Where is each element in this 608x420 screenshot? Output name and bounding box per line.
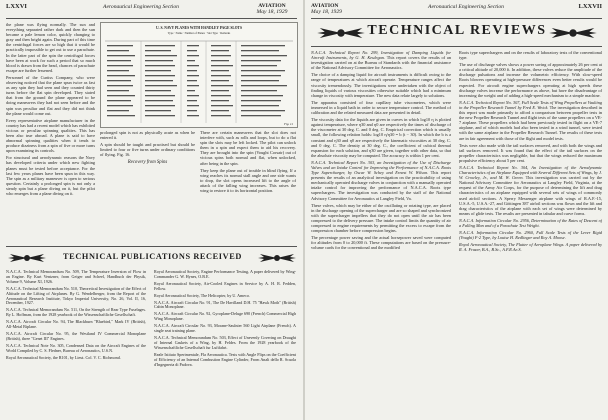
publication-entry: N.A.C.A. Aircraft Circular No. 91, The De Havilland D.H. 75 "Hawk Moth" (British) Cabin Monoplane. (154, 299, 296, 310)
publication-entry: N.A.C.A. Aircraft Circular No. 92, Gyroplane-Deluge 690 (French) Commercial High Wing Monoplane. (154, 311, 296, 322)
review-paragraph (311, 72, 451, 97)
review-body: The choice of a damping liquid for aircraft instruments is difficult owing to the range of temperatures at which aircraft operate. Temperature ranges affect the viscosity tremendously. The investigations were undertaken with the object of finding liquids of various viscosities otherwise suitable which had a minimum change in viscosity with temperature. The new data relate largely to solutions. (311, 72, 451, 98)
navy-planes-table (100, 22, 298, 128)
review-paragraph (459, 100, 602, 141)
review-paragraph (311, 100, 451, 115)
review-body: The viscosity data for the liquids are given in curves in which log10 η is plotted against temperature, where η30 and η0 are respectively the times of discharge of the viscometer at 30 deg. C. and 0 deg. C. Empirical correction which is usually small, the following relation holds: log10 η/η30 = b (t − 30). In which the b is a constant and η30 and η0 are respectively the kinematic viscosities at 30 deg. C. and 0 deg. C. The density at 30 deg. C., the coefficient of cubical thermal expansion for each solution, and η30 are given, together with other data, so that the absolute viscosity may be computed. The accuracy is within 1 per cent. (311, 117, 451, 158)
winged-emblem-icon (317, 23, 365, 43)
publication-entry: N.A.C.A. Technical Memorandum No. 503, Effect of Unevenly Covering on Draught of Internal Gaskets of a Wing, by H. Feldes. From the 1928 yearbook of the Wissenschaftliche Gesellschaft fur Luftfahrt. (154, 334, 296, 350)
publication-entry: Royal Aeronautical Society, the R101, by Lieut. Col. V. C. Richmond. (6, 354, 121, 360)
article-paragraph: For structural and aerodynamic reasons the Navy has developed criteria under which new fighting planes must be tested before acceptance. For the last few years planes have been spun in this way. The spin as a military maneuver is open to serious question. Certainly a prolonged spin is not only a steady spin but a plane diving on it, but the pilot who emerges from a plane diving on it. (6, 155, 95, 196)
review-body: This report presents the results of an analytical investigation on the practicability of using mechanically operated discharge valves in conjunction with a manually operated intake control for improving the performance of N.A.C.A. Roots type superchargers. The investigation was conducted by the staff of the National Advisory Committee for Aeronautics at Langley Field, Va. (311, 170, 451, 201)
review-citation: N.A.C.A. Information Circular No. 2956, Determination of the Rates of Descent of a Falling Man and of a Parachute Test Weight. (459, 217, 602, 228)
review-body: The apparatus consisted of four capillary tube viscometers, which were immersed in a liquid bath in order to secure temperature control. The method of calibration and the related measured data are presented in detail. (311, 99, 451, 116)
review-body: This investigation was carried out by the National Advisory Committee for Aeronautics at Langley Field, Virginia, at the request of the Army Air Corps, for the purpose of determining the lift and drag characteristics of an airplane equipped with several sets of wings of commonly used airfoil sections. A Sperry Messenger airplane with wings of R.A.F.-15, U.S.A.-5, U.S.A.-27, and Göttingen 387 airfoil sections was flown and the lift and drag characteristics of the airplane with each set of wings were determined by means of glide tests. The results are presented in tabular and curve forms. (459, 175, 602, 216)
review-paragraph (311, 235, 451, 250)
right-folio: LXXVII (578, 3, 602, 10)
publication-entry: Royal Aeronautical Society, Engine Performance Testing, A paper delivered by Wing-Commander G. W. Hynes, O.B.E. (154, 270, 296, 279)
left-magazine-label: AVIATION (258, 3, 286, 9)
left-section-title: Aeronautical Engineering Section (103, 4, 179, 10)
recovery-subheading: Recovery from Spins (127, 160, 168, 166)
review-citation: N.A.C.A. Technical Report No. 304, An Investigation of the Aerodynamic Characteristics of an Airplane Equipped with Several Different Sets of Wings, by J. W. Crowley, Jr., and M. W. Green. (459, 164, 602, 181)
review-paragraph (459, 242, 602, 252)
winged-emblem-icon (258, 250, 296, 266)
review-citation: N.A.C.A. Technical Report No. 307, Full Scale Tests of Wing Propellers at Vaulting in the Propeller Research Tunnel by Fred E. Weick. (459, 99, 602, 110)
right-header-rule (311, 18, 602, 19)
left-page (0, 0, 303, 420)
winged-emblem-icon (549, 23, 597, 43)
right-magazine-name (311, 3, 367, 15)
publication-entry: N.A.C.A. Aircraft Circular No. 95, the Westland IV Commercial Monoplane (British), three "Genet III" Engines. (6, 330, 146, 341)
review-paragraph (459, 143, 602, 163)
reviews-column-right (459, 50, 602, 416)
left-article-column-2 (100, 130, 195, 240)
publication-entry: N.A.C.A. Aircraft Circular No. 94, The Blackburn "Bluebird," Mark IV (British), All-Metal Biplane. (6, 319, 146, 330)
publications-list-left (6, 270, 146, 416)
publications-top-rule (6, 246, 297, 247)
publication-entry: N.A.C.A. Technical Memorandum No. 511, On the Strength of Rear Type Fuselages. By L. Hoffman, from the 1928 yearbook of the Wissenschaftliche Gesellschaft. (6, 307, 146, 318)
left-folio: LXXVI (6, 3, 27, 10)
article-paragraph: They keep the plane out of trouble in blind flying. If a wing reaches its normal stall angle and one side wants to drop, the slot opens increased lift to the angle of attack of the falling wing increases. This raises the wing to restore it to its horizontal position. (200, 167, 296, 194)
review-citation: N.A.C.A. Technical Report No. 303, an Investigation of the Use of Discharge Valves and an Intake Control for Improving the Performance of N.A.C.A. Roots Type Supercharger, by Oscar W. Schey and Ernest W. Wilson. (311, 159, 451, 176)
review-body: Roots type superchargers and on the results of laboratory tests of the conventional type. (459, 50, 602, 61)
review-body: The investigation described in this report was made primarily to afford a comparison between propeller tests in the new Propeller Research Tunnel and flight tests of the same propellers on a VE-7 airplane. These propellers which had been previously tested in flight on a VE-7 airplane, and of which models had also been tested in a wind tunnel, were tested with the same airplane in the Propeller Research Tunnel. The results of these tests are in fair agreement with those of the flight and model tests. (459, 104, 602, 141)
right-page (305, 0, 608, 420)
article-paragraph: prolonged spin is not as physically acute as when he entered it. (100, 130, 195, 141)
review-body: The percentage power saving and the actual horsepower saved were computed for altitudes from 0 to 20,000 ft. These computations are based on the pressure-volume cards for the conventional and the modified (311, 235, 451, 251)
review-paragraph (311, 160, 451, 201)
left-article-column-1 (6, 22, 95, 240)
review-citation: Royal Aeronautical Society, The Flutter of Aeroplane Wings. A paper delivered by R. A. Frazer, B.A., B.Sc., A.F.R.Ae.S. (459, 242, 602, 253)
left-issue-date: May 18, 1929 (256, 9, 288, 15)
publication-entry: Reale Istituto Sperimentale, Fla Aeronautica. Tests with Angle Flips on the Coefficient of Efficiency of an Internal Combustion Engine Cylinder, From Anali dello R. Scuola d'Ingegneria di Padova. (154, 351, 296, 367)
review-paragraph (311, 203, 451, 234)
review-body: Tests were also made with the tail surfaces removed, and with both the wings and tail surfaces removed. It was found that the effect of the tail surfaces on the propeller characteristics was negligible, but that the wings reduced the maximum propulsive efficiency about 5 per cent. (459, 142, 602, 163)
publication-entry: N.A.C.A. Technical Memorandum No. 509, The Temperature Inversion of Flow in an Engine. By Kurt Ventzner, from Geiger and Scheel, Handbuch der Physik, Volume 9, Volume XI, 1926. (6, 270, 146, 284)
publication-entry: N.A.C.A. Technical Note No. 305, Condensed Data on the Aircraft Engines of the World Compiled by C. S. Fledner, Bureau of Aeronautics, U.S.N. (6, 342, 146, 353)
publication-entry: Royal Aeronautical Society, Air-Cooled Engines in Service by A. H. R. Fedden, Fellow. (154, 280, 296, 291)
publication-entry: Royal Aeronautical Society, The Helicopter, by U. Ameco. (154, 292, 251, 298)
review-paragraph (311, 50, 451, 70)
review-citation: N.A.C.A. Information Circular No. 2960, Full Scale Tests of the Lever Rigid (Vought) F-2 Type, by Louise H. Redlinger and Roy A. Moose. (459, 230, 602, 241)
article-paragraph: A spin should be taught and practised but should be limited to four or five turns under ordinary conditions of flying. Fig. 16. (100, 142, 195, 158)
review-paragraph (459, 165, 602, 216)
review-body: This report covers the results of an investigation carried on at the Bureau of Standards with the financial assistance of the National Advisory Committee for Aeronautics. (311, 55, 451, 71)
publication-entry: N.A.C.A. Aircraft Circular No. 93, Morane-Saulnier 560 Light Airplane (French). A single seat training plane. (154, 323, 296, 334)
table-header-row: Type · Name · Number of Planes · Slot Type · Remarks (167, 32, 231, 35)
article-paragraph: the plane was flying normally. The sun and everything separated rather dark and then the sun became a pale lemon color, quickly changing to gray and then bright again. During part of this time the centrifugal forces are so high that it would be practically impossible to get out to use a parachute. In the latter part of the spin the centrifugal forces have been at work for such a period that so much blood is drawn from the head, chances of parachute escape are further lessened. (6, 22, 95, 73)
left-magazine-name (244, 3, 300, 15)
review-paragraph (459, 62, 602, 98)
review-body: These valves, which may be either of the oscillating or rotating type, are placed in the discharge opening of the supercharger and are so shaped and synchronized with the supercharger impellers that they do not open until the air has been compressed to the delivery pressure. The intake control limits the quantity of air compressed to engine requirements by permitting the excess to escape from the compression chamber before compression begins. (311, 202, 451, 234)
winged-emblem-icon (8, 250, 46, 266)
technical-reviews-title: TECHNICAL REVIEWS (367, 23, 547, 38)
left-article-column-3 (200, 130, 296, 240)
reviews-title-rule (311, 46, 602, 47)
review-paragraph (459, 218, 602, 228)
review-citation: N.A.C.A. Technical Report No. 299, Investigation of Damping Liquids for Aircraft Instruments, by G. H. Keulegan. (311, 50, 451, 61)
table-rows-graphic (101, 39, 297, 125)
reviews-column-left (311, 50, 451, 416)
publications-title: TECHNICAL PUBLICATIONS RECEIVED (63, 252, 242, 261)
review-paragraph (459, 230, 602, 240)
publication-entry: N.A.C.A. Technical Memorandum No. 510, Theoretical Investigation of the Effect of Altitude on the Lifting of Airplanes. By G. Wendelberger, from the Report of the Aeronautical Research Institute, Tokyo Imperial University, No. 26, Vol. II, 16, December, 1927. (6, 285, 146, 306)
article-paragraph: Every representative airplane manufacturer in the country has had a recent model which has exhibited vicious or peculiar spinning qualities. This has been also true abroad. A plane is said to have abnormal spinning qualities when it tends to produce dizziness from a spin of five or more turns upon examining its controls. (6, 117, 95, 154)
article-paragraph: There are certain maneuvers that the slot does not interfere with, such as rolls and loops, but to do a flat spin the slots may be left locked. The pilot can unlock them in a spin and expect them to aid his recovery. They are brought into the spin (Vought Corsair) out of vicious spins both normal and flat, when unlocked, after being in the spin. (200, 130, 296, 166)
publications-list-right (154, 270, 296, 416)
right-magazine-label: AVIATION (311, 3, 339, 9)
review-paragraph (311, 117, 451, 158)
table-figure-caption: Fig. 11 (284, 122, 293, 126)
right-issue-date: May 18, 1929 (311, 9, 342, 15)
left-header-rule (6, 18, 297, 19)
review-body: The use of discharge valves shows a power saving of approximately 26 per cent at a critical altitude of 20,000 ft. In addition, these valves reduce the amplitude of the discharge pulsations and increase the volumetric efficiency. With slow-speed Roots blowers operating at high-pressure differences even better results would be expected. For aircraft engine superchargers operating at high speeds these discharge valves increase the performance as above, but have the disadvantage of increasing the weight and of adding a high-speed mechanism to a simple machine. (459, 62, 602, 98)
review-paragraph (459, 50, 602, 60)
right-section-title: Aeronautical Engineering Section (428, 4, 504, 10)
article-paragraph: Personnel of the Curtiss Company, who were observing noticed that the plane spun twice as fast as any spin they had seen and they counted thirty turns before the flat spin developed. They stated that from the ground the plane appeared to be doing maneuvers they had not seen before and the spin was peculiar and flat and they did not think the plane would come out. (6, 74, 95, 116)
table-title: U. S. NAVY PLANES WITH HANDLEY PAGE SLOTS (156, 26, 242, 30)
